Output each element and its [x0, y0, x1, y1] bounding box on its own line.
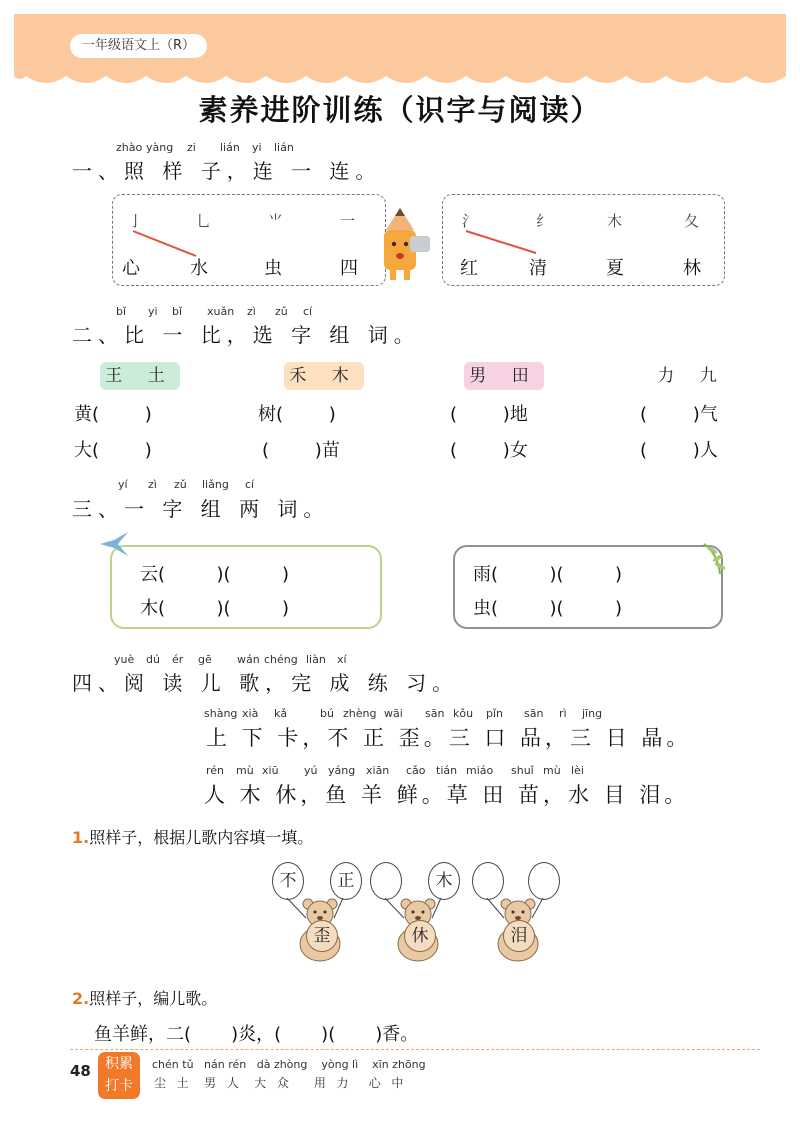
q1-heading — [72, 825, 313, 848]
sec3-pinyin-1: yí — [118, 478, 128, 491]
right-char-3: 夏 — [606, 258, 624, 279]
poem1-pinyin-10: sān — [524, 707, 544, 720]
chip-nan-tian: 男 田 — [464, 362, 544, 390]
chip-wang-tu: 王 土 — [100, 362, 180, 390]
poem2-pinyin-10: shuǐ — [511, 764, 534, 777]
poem2-pinyin-2: mù — [236, 764, 254, 777]
sec4-pinyin-3: ér — [172, 653, 184, 666]
sec2-row1-item1[interactable]: 黄( ) — [74, 404, 152, 425]
poem1-pinyin-1: shàng — [204, 707, 238, 720]
bear1-right-balloon: 正 — [330, 862, 362, 900]
footer-chars: 尘 土 男 人 大 众 用 力 心 中 — [154, 1076, 405, 1090]
poem2-pinyin-9: miáo — [466, 764, 494, 777]
sec2-row2-item4[interactable]: ( )人 — [640, 440, 718, 461]
left-char-4: 四 — [340, 258, 358, 279]
sec3-left-row1[interactable]: 云( )( ) — [140, 564, 290, 585]
poem1-pinyin-9: pǐn — [486, 707, 504, 720]
example-line-left — [133, 231, 196, 256]
poem2-pinyin-6: xiān — [366, 764, 390, 777]
sec2-pinyin-7: cí — [303, 305, 313, 318]
sec1-pinyin-3: zi — [187, 141, 196, 154]
sec1-pinyin-5: yi — [252, 141, 262, 154]
right-char-2: 清 — [529, 258, 547, 279]
sec2-pinyin-6: zǔ — [275, 305, 288, 318]
left-radical-2: 乚 — [196, 212, 212, 230]
sec4-pinyin-7: liàn — [306, 653, 326, 666]
right-char-4: 林 — [683, 258, 701, 279]
sec3-pinyin-3: zǔ — [174, 478, 187, 491]
sec2-pinyin-1: bǐ — [116, 305, 127, 318]
bear2-left-balloon[interactable] — [370, 862, 402, 900]
sec2-row1-item3[interactable]: ( )地 — [450, 404, 528, 425]
q2-number: 2. — [72, 989, 90, 1008]
q2-heading — [72, 986, 217, 1009]
poem1-pinyin-7: sān — [425, 707, 445, 720]
footer-pinyin: chén tǔ nán rén dà zhòng yòng lì xīn zhōng — [152, 1058, 426, 1071]
sec2-row1-item4[interactable]: ( )气 — [640, 404, 718, 425]
sec3-pinyin-2: zì — [148, 478, 157, 491]
q1-text: 照样子，根据儿歌内容填一填。 — [89, 828, 314, 847]
sec4-pinyin-1: yuè — [114, 653, 135, 666]
willow-icon — [700, 540, 734, 576]
bear2-right-balloon: 木 — [428, 862, 460, 900]
pencil-mascot-icon — [370, 204, 442, 284]
swallow-icon — [98, 530, 132, 560]
right-radical-4: 夂 — [684, 212, 700, 230]
bear3-left-balloon[interactable] — [472, 862, 504, 900]
left-char-3: 虫 — [264, 258, 282, 279]
right-radical-1: 氵 — [462, 212, 478, 230]
example-line-right — [466, 231, 536, 253]
sec4-pinyin-5: wán — [237, 653, 260, 666]
bear1-belly-char: 歪 — [306, 920, 338, 952]
sec4-pinyin-2: dú — [146, 653, 160, 666]
poem1-pinyin-11: rì — [559, 707, 567, 720]
left-radical-1: 亅 — [128, 212, 144, 230]
poem-line-1: 上 下 卡，不 正 歪。三 口 品，三 日 晶。 — [206, 726, 692, 750]
sec3-right-row2[interactable]: 虫( )( ) — [473, 598, 623, 619]
badge-line-1: 积累 — [105, 1056, 133, 1072]
poem2-pinyin-8: tián — [436, 764, 458, 777]
page-number: 48 — [70, 1062, 91, 1080]
sec4-title: 四、阅 读 儿 歌，完 成 练 习。 — [72, 671, 459, 695]
poem1-pinyin-8: kǒu — [453, 707, 474, 720]
poem2-pinyin-1: rén — [206, 764, 225, 777]
sec2-title: 二、比 一 比，选 字 组 词。 — [72, 323, 420, 347]
sec2-row1-item2[interactable]: 树( ) — [258, 404, 336, 425]
q2-answer-line[interactable]: 鱼羊鲜，二( )炎，( )( )香。 — [94, 1024, 419, 1045]
poem2-pinyin-5: yáng — [328, 764, 356, 777]
badge-line-2: 打卡 — [105, 1078, 133, 1094]
q1-number: 1. — [72, 828, 90, 847]
sec2-row2-item2[interactable]: ( )苗 — [262, 440, 340, 461]
left-radical-4: 一 — [340, 212, 356, 230]
chip-li-jiu: 力 九 — [652, 362, 732, 390]
poem2-pinyin-7: cǎo — [406, 764, 426, 777]
sec3-pinyin-4: liǎng — [202, 478, 229, 491]
sec3-pinyin-5: cí — [245, 478, 255, 491]
chip-he-mu: 禾 木 — [284, 362, 364, 390]
book-tag: 一年级语文上（R） — [70, 34, 207, 58]
sec2-pinyin-4: xuǎn — [207, 305, 235, 318]
sec3-title: 三、一 字 组 两 词。 — [72, 497, 330, 521]
poem2-pinyin-11: mù — [543, 764, 561, 777]
accumulate-badge — [98, 1052, 140, 1099]
bear3-right-balloon[interactable] — [528, 862, 560, 900]
q2-text: 照样子，编儿歌。 — [89, 989, 218, 1008]
sec4-pinyin-8: xí — [337, 653, 347, 666]
poem2-pinyin-12: lèi — [571, 764, 584, 777]
sec2-row2-item3[interactable]: ( )女 — [450, 440, 528, 461]
poem2-pinyin-3: xiū — [262, 764, 279, 777]
sec2-pinyin-2: yi — [148, 305, 158, 318]
left-radical-3: ⺌ — [268, 212, 284, 230]
sec1-title: 一、照 样 子，连 一 连。 — [72, 159, 382, 183]
sec1-pinyin-6: lián — [274, 141, 294, 154]
left-char-1: 心 — [122, 258, 140, 279]
bear1-left-balloon: 不 — [272, 862, 304, 900]
sec2-pinyin-3: bǐ — [172, 305, 183, 318]
sec4-pinyin-6: chéng — [264, 653, 298, 666]
poem2-pinyin-4: yú — [304, 764, 318, 777]
page-title: 素养进阶训练（识字与阅读） — [198, 93, 602, 127]
bear3-belly-char: 泪 — [503, 920, 535, 952]
poem1-pinyin-12: jīng — [582, 707, 603, 720]
left-char-2: 水 — [190, 258, 208, 279]
footer-divider — [70, 1049, 760, 1050]
sec3-right-row1[interactable]: 雨( )( ) — [473, 564, 623, 585]
poem1-pinyin-2: xià — [242, 707, 259, 720]
sec2-row2-item1[interactable]: 大( ) — [74, 440, 152, 461]
poem1-pinyin-3: kǎ — [274, 707, 288, 720]
right-radical-2: 纟 — [536, 212, 552, 230]
poem1-pinyin-5: zhèng — [343, 707, 377, 720]
poem1-pinyin-6: wāi — [384, 707, 403, 720]
right-radical-3: 木 — [607, 212, 623, 230]
sec4-pinyin-4: gē — [198, 653, 212, 666]
bear2-belly-char: 休 — [404, 920, 436, 952]
sec1-pinyin-2: yàng — [146, 141, 174, 154]
sec1-pinyin-1: zhào — [116, 141, 143, 154]
sec1-pinyin-4: lián — [220, 141, 240, 154]
poem1-pinyin-4: bú — [320, 707, 334, 720]
sec2-pinyin-5: zì — [247, 305, 256, 318]
sec3-left-row2[interactable]: 木( )( ) — [140, 598, 290, 619]
right-char-1: 红 — [460, 258, 478, 279]
poem-line-2: 人 木 休，鱼 羊 鲜。草 田 苗，水 目 泪。 — [204, 783, 690, 807]
